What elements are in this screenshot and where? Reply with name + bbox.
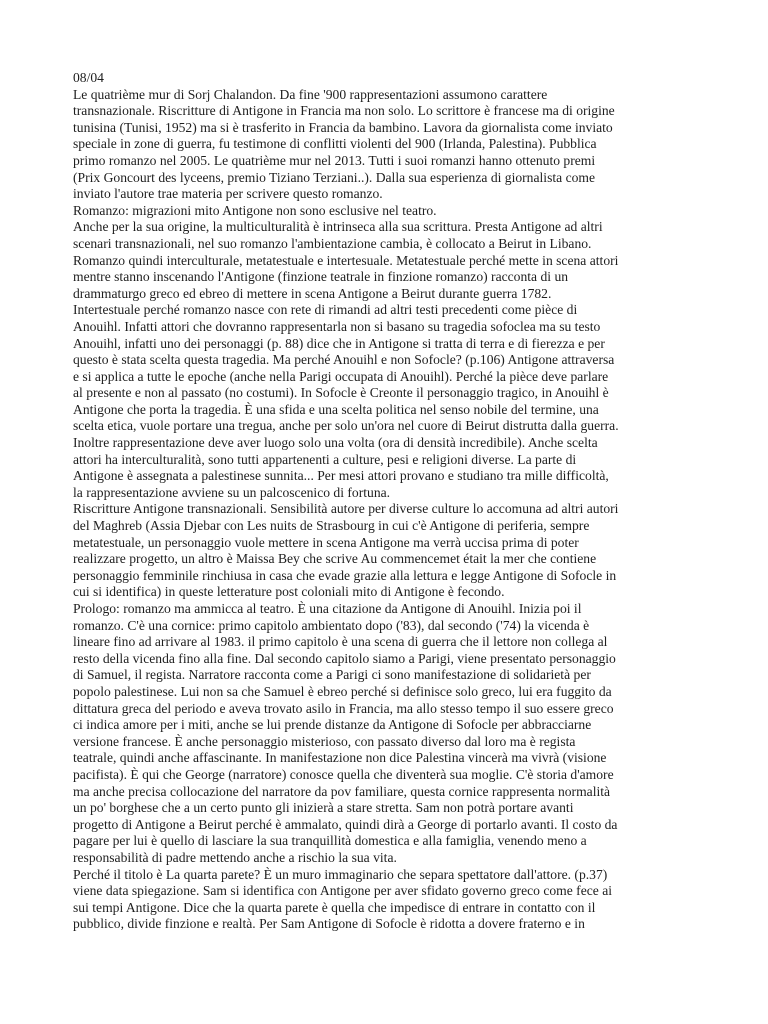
text-line: la rappresentazione avviene su un palcoscenico di fortuna. [73, 484, 391, 500]
text-line: transnazionale. Riscritture di Antigone in Francia ma non solo. Lo scrittore è francese ma di origine [73, 103, 615, 119]
text-line: Prologo: romanzo ma ammicca al teatro. È una citazione da Antigone di Anouihl. Inizia poi il [73, 601, 582, 616]
text-line: inviato l'autore trae materia per scrivere questo romanzo. [73, 186, 383, 202]
text-line: Inoltre rappresentazione deve aver luogo solo una volta (ora di densità incredibile). Anche scelta [73, 435, 598, 451]
text-line: sui tempi Antigone. Dice che la quarta parete è quella che impedisce di entrare in contatto con il [73, 899, 596, 915]
text-line: responsabilità di padre mettendo anche a rischio la sua vita. [73, 849, 397, 865]
text-line: questo è stata scelta questa tragedia. Ma perché Anouihl e non Sofocle? (p.106) Antigone attraversa [73, 352, 615, 368]
text-line: Antigone che porta la tragedia. È una sfida e una scelta politica nel senso nobile del termine, una [73, 401, 599, 417]
text-line: speciale in zone di guerra, fu testimone di conflitti violenti del 900 (Irlanda, Palestina). Pubblica [73, 136, 597, 152]
text-line: del Maghreb (Assia Djebar con Les nuits de Strasbourg in cui c'è Antigone di periferia, sempre [73, 518, 590, 534]
text-line: (Prix Goncourt des lyceens, premio Tiziano Terziani..). Dalla sua esperienza di giornalista come [73, 169, 596, 185]
text-line: un po' borghese che a un certo punto gli inizierà a stare stretta. Sam non potrà portare avanti [73, 800, 574, 816]
text-line: teatrale, quindi anche affascinante. In manifestazione non dice Palestina vincerà ma vivrà (visione [73, 750, 607, 766]
text-line: di Samuel, il regista. Narratore racconta come a Parigi ci sono manifestazione di solidarietà per [73, 667, 591, 683]
text-line: scenari transnazionali, nel suo romanzo l'ambientazione cambia, è collocato a Beirut in Libano. [73, 235, 592, 251]
text-line: metatestuale, un personaggio vuole mettere in scena Antigone ma verrà uccisa prima di poter [73, 534, 579, 550]
text-line: personaggio femminile rinchiusa in casa che evade grazie alla lettura e legge Antigone di Sofocle in [73, 567, 617, 583]
document-page [73, 70, 697, 933]
text-line: Le quatrième mur di Sorj Chalandon. Da fine '900 rappresentazioni assumono carattere [73, 86, 548, 102]
text-line: pubblico, divide finzione e realtà. Per Sam Antigone di Sofocle è ridotta a dovere fraterno e in [73, 916, 585, 932]
text-line: Anche per la sua origine, la multiculturalità è intrinseca alla sua scrittura. Presta Antigone ad altri [73, 219, 603, 235]
text-line: resto della vicenda fino alla fine. Dal secondo capitolo siamo a Parigi, viene presentato personaggio [73, 650, 616, 666]
text-line: popolo palestinese. Lui non sa che Samuel è ebreo perché si definisce solo greco, lui era fuggito da [73, 683, 612, 699]
text-line: ci indica amore per i miti, anche se lui prende distanze da Antigone di Sofocle per abbracciarne [73, 717, 592, 733]
text-line: dittatura greca del periodo e aveva trovato asilo in Francia, ma allo stesso tempo il suo essere greco [73, 700, 614, 716]
text-line: ma anche precisa collocazione del narratore da pov familiare, questa cornice rappresenta normalità [73, 783, 611, 799]
text-line: drammaturgo greco ed ebreo di mettere in scena Antigone a Beirut durante guerra 1782. [73, 285, 552, 301]
text-line: scelta etica, vuole portare una tregua, anche per solo un'ora nel cuore di Beirut distrutta dalla guerra. [73, 418, 619, 434]
text-line: primo romanzo nel 2005. Le quatrième mur nel 2013. Tutti i suoi romanzi hanno ottenuto premi [73, 152, 596, 168]
text-line: pacifista). È qui che George (narratore) conosce quella che diventerà sua moglie. C'è storia d'amore [73, 766, 614, 782]
text-line: realizzare progetto, un altro è Maissa Bey che scrive Au commencemet était la mer che contiene [73, 551, 597, 567]
text-line: pagare per lui è quello di lasciare la sua tranquillità domestica e alla famiglia, venendo meno a [73, 833, 587, 849]
text-line: lineare fino ad arrivare al 1983. il primo capitolo è una scena di guerra che il lettore non collega al [73, 634, 608, 650]
text-line: Anouihl, infatti uno dei personaggi (p. 88) dice che in Antigone si tratta di terra e di fierezza e per [73, 335, 605, 351]
text-line: 08/04 [73, 70, 104, 85]
text-line: mentre stanno inscenando l'Antigone (finzione teatrale in finzione romanzo) racconta di un [73, 269, 569, 285]
text-line: Romanzo: migrazioni mito Antigone non sono esclusive nel teatro. [73, 202, 437, 218]
text-line: Romanzo quindi interculturale, metatestuale e intertesuale. Metatestuale perché mette in scena attori [73, 252, 619, 268]
text-line: al presente e non al passato (no costumi). In Sofocle è Creonte il personaggio tragico, in Anouihl è [73, 385, 609, 401]
text-line: Anouihl. Infatti attori che dovranno rappresentarla non si basano su tragedia sofoclea ma su testo [73, 318, 601, 334]
text-line: Riscritture Antigone transnazionali. Sensibilità autore per diverse culture lo accomuna ad altri autori [73, 501, 619, 517]
text-line: versione francese. È anche personaggio misterioso, con passato diverso dal loro ma è regista [73, 733, 576, 749]
text-line: romanzo. C'è una cornice: primo capitolo ambientato dopo ('83), dal secondo ('74) la vicenda è [73, 617, 590, 633]
text-line: cui si identifica) in queste letterature post coloniali mito di Antigone è fecondo. [73, 584, 505, 600]
text-line: progetto di Antigone a Beirut perché è ammalato, quindi dirà a George di portarlo avanti. Il costo da [73, 816, 618, 832]
text-line: Intertestuale perché romanzo nasce con rete di rimandi ad altri testi precedenti come pièce di [73, 302, 578, 318]
text-line: viene data spiegazione. Sam si identifica con Antigone per aver sfidato governo greco come fece ai [73, 883, 613, 899]
text-line: tunisina (Tunisi, 1952) ma si è trasferito in Francia da bambino. Lavora da giornalista come inviato [73, 119, 613, 135]
text-line: e si applica a tutte le epoche (anche nella Parigi occupata di Anouihl). Perché la pièce deve parlare [73, 368, 609, 384]
text-line: Antigone è assegnata a palestinese sunnita... Per mesi attori provano e studiano tra mille difficoltà, [73, 468, 609, 484]
text-line: attori ha interculturalità, sono tutti appartenenti a culture, pesi e religioni diverse. La parte di [73, 451, 577, 467]
text-line: Perché il titolo è La quarta parete? È un muro immaginario che separa spettatore dall'attore. (p.37) [73, 866, 608, 882]
